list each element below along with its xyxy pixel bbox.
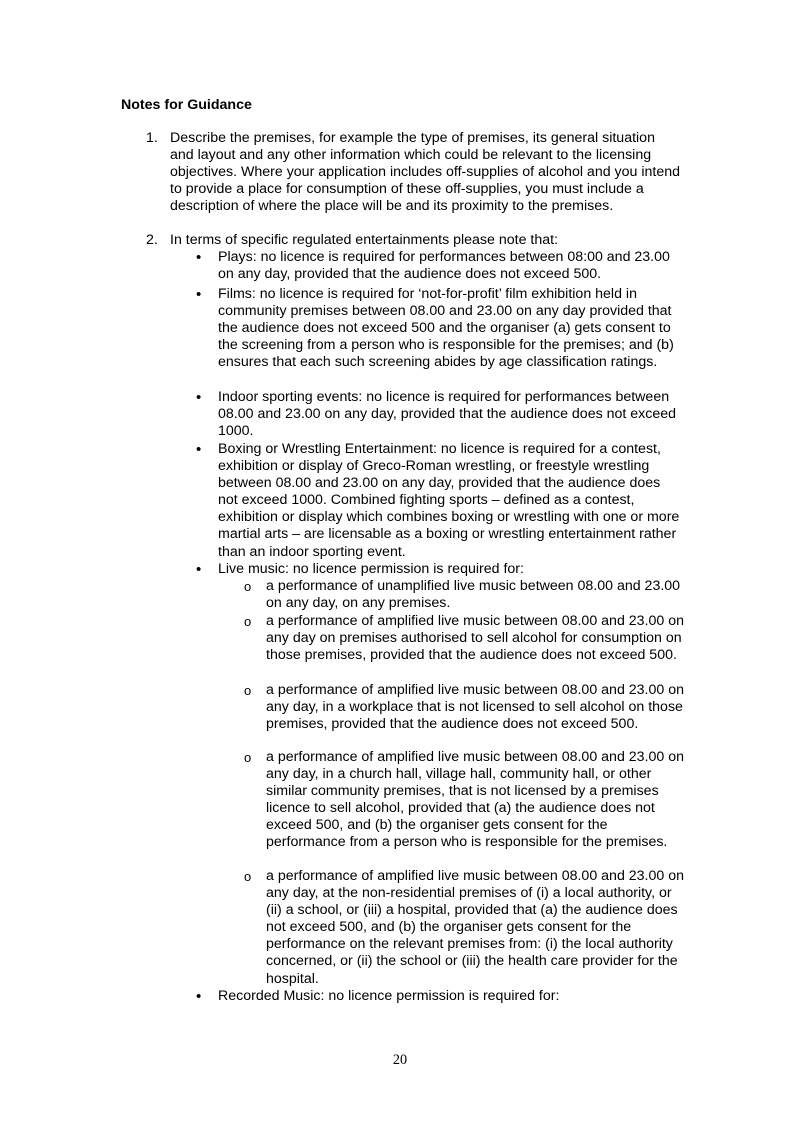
live-music-item-4-text: a performance of amplified live music between 08.00 and 23.00 on any day, in a church hall, village hall, community hall, or other similar community premises, that is not licensed by a premises licence to sell alcohol, provided that (a) the audience does not exceed 500, and (b) the organiser gets consent for the performance from a person who is responsible for the premises. bbox=[266, 749, 684, 851]
item-1-number: 1. bbox=[146, 130, 158, 146]
live-music-item-2-marker: o bbox=[244, 614, 252, 629]
bullet-live-music-text: Live music: no licence permission is required for: bbox=[218, 561, 524, 577]
item-2-text: In terms of specific regulated entertainments please note that: bbox=[170, 232, 559, 248]
live-music-item-2-text: a performance of amplified live music between 08.00 and 23.00 on any day on premises authorised to sell alcohol for consumption on those premises, provided that the audience does not exceed 500. bbox=[266, 613, 684, 664]
live-music-item-1-marker: o bbox=[244, 579, 252, 594]
bullet-films-text: Films: no licence is required for ‘not-for-profit’ film exhibition held in community premises between 08.00 and 23.00 on any day provided that the audience does not exceed 500 and the organiser (a) gets consent to the screening from a person who is responsible for the premises; and (b) ensures that each such screening abides by age classification ratings. bbox=[218, 286, 674, 371]
notes-heading: Notes for Guidance bbox=[121, 97, 252, 113]
item-2-number: 2. bbox=[146, 232, 158, 248]
live-music-item-3-marker: o bbox=[244, 683, 252, 698]
bullet-recorded-music-marker: • bbox=[196, 988, 202, 1005]
live-music-item-3-text: a performance of amplified live music between 08.00 and 23.00 on any day, in a workplace that is not licensed to sell alcohol on those premises, provided that the audience does not exceed 500. bbox=[266, 682, 684, 733]
page-number: 20 bbox=[392, 1052, 408, 1068]
bullet-recorded-music-text: Recorded Music: no licence permission is required for: bbox=[218, 988, 560, 1004]
bullet-sporting-text: Indoor sporting events: no licence is required for performances between 08.00 and 23.00 on any day, provided that the audience does not exceed 1000. bbox=[218, 389, 677, 440]
bullet-plays-text: Plays: no licence is required for performances between 08:00 and 23.00 on any day, provided that the audience does not exceed 500. bbox=[218, 249, 670, 283]
bullet-boxing-text: Boxing or Wrestling Entertainment: no licence is required for a contest, exhibition or display of Greco-Roman wrestling, or freestyle wrestling between 08.00 and 23.00 on any day, provided that the audience does not exceed 1000. Combined fighting sports – defined as a contest, exhibition or display which combines boxing or wrestling with one or more martial arts – are licensable as a boxing or wrestling entertainment rather than an indoor sporting event. bbox=[218, 441, 680, 560]
bullet-plays-marker: • bbox=[196, 249, 202, 266]
live-music-item-4-marker: o bbox=[244, 750, 252, 765]
bullet-boxing-marker: • bbox=[196, 441, 202, 458]
item-1-text: Describe the premises, for example the type of premises, its general situation and layout and any other information which could be relevant to the licensing objectives. Where your application includes off-supplies of alcohol and you intend to provide a place for consumption of these off-supplies, you must include a description of where the place will be and its proximity to the premises. bbox=[170, 130, 681, 215]
bullet-films-marker: • bbox=[196, 286, 202, 303]
bullet-sporting-marker: • bbox=[196, 389, 202, 406]
live-music-item-1-text: a performance of unamplified live music between 08.00 and 23.00 on any day, on any premises. bbox=[266, 578, 681, 612]
live-music-item-5-text: a performance of amplified live music between 08.00 and 23.00 on any day, at the non-residential premises of (i) a local authority, or (ii) a school, or (iii) a hospital, provided that (a) the audience does not exceed 500, and (b) the organiser gets consent for the performance on the relevant premises from: (i) the local authority concerned, or (ii) the school or (iii) the health care provider for the hospital. bbox=[266, 868, 684, 987]
live-music-item-5-marker: o bbox=[244, 869, 252, 884]
bullet-live-music-marker: • bbox=[196, 561, 202, 578]
